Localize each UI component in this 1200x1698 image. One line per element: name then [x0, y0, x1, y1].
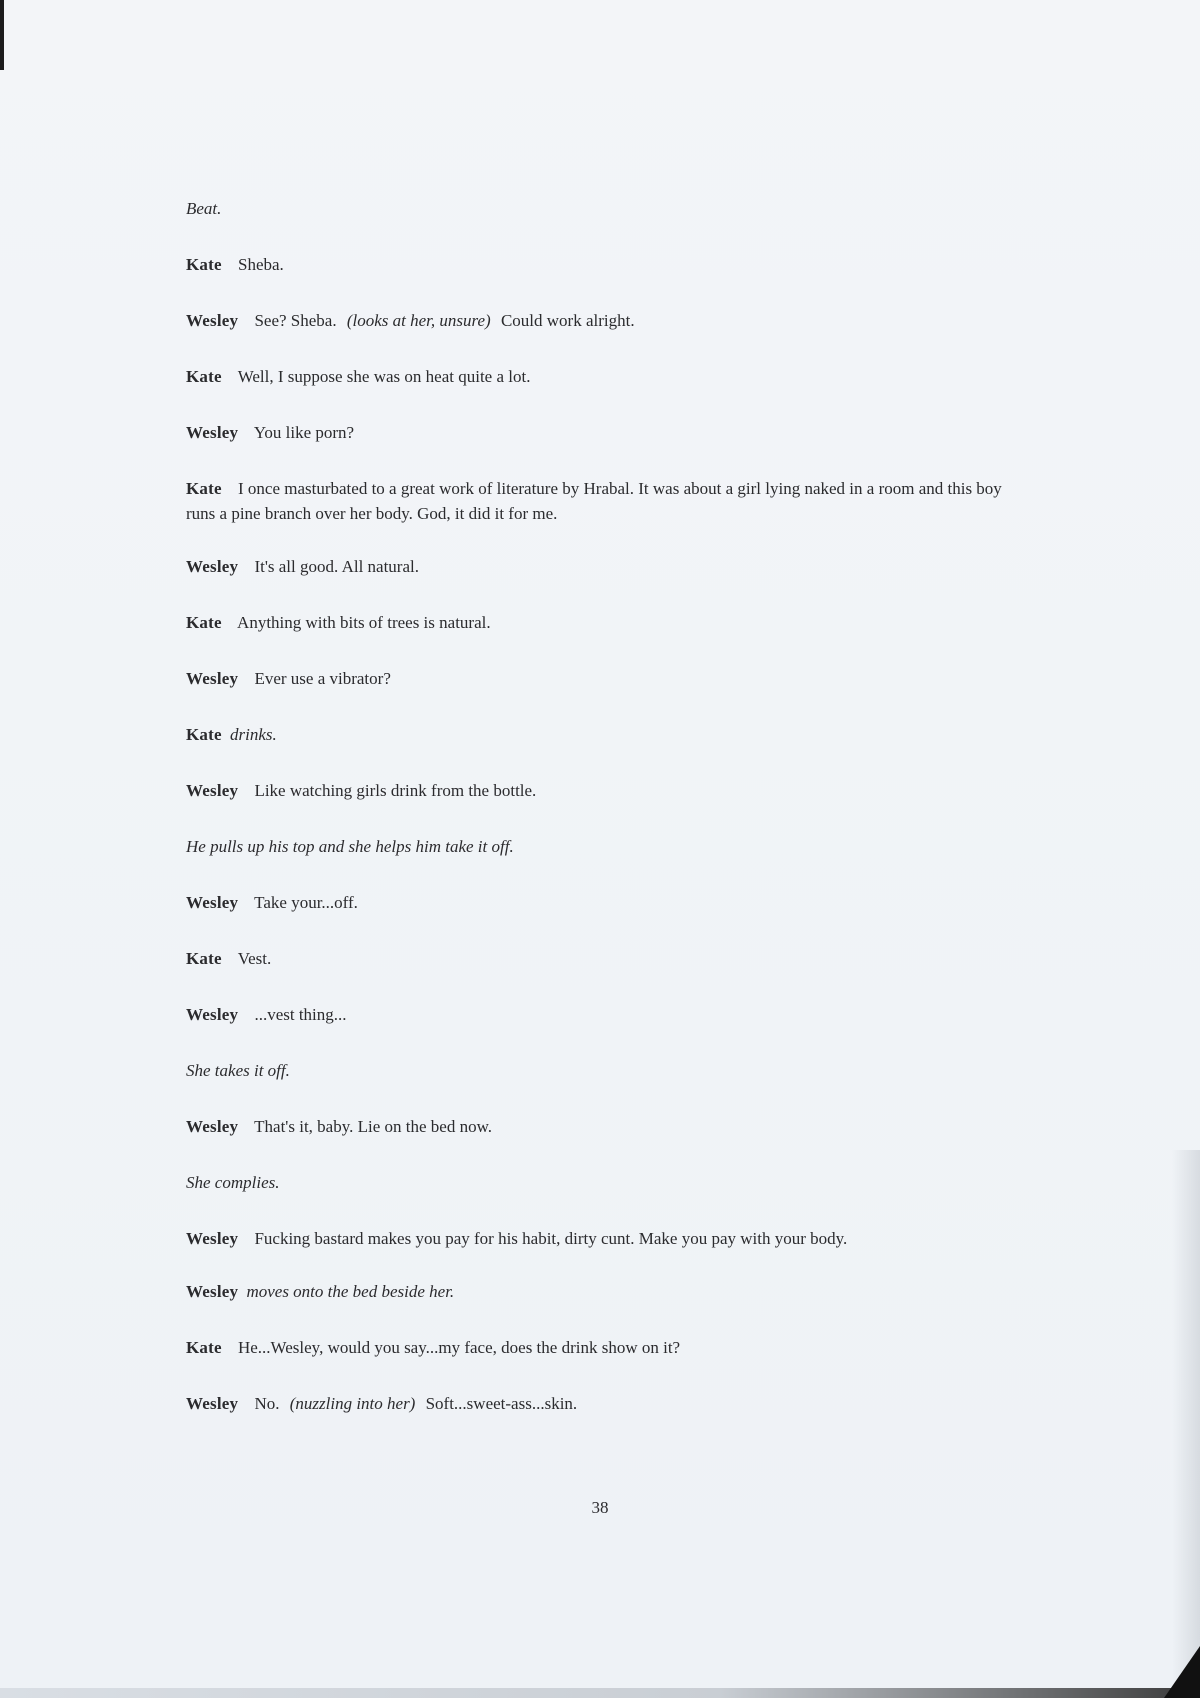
speaker-name: Kate: [186, 613, 222, 632]
dialogue-text: Well, I suppose she was on heat quite a lot.: [237, 367, 531, 386]
dialogue-text: Sheba.: [237, 255, 284, 274]
dialogue-text: Take your...off.: [254, 893, 358, 912]
dialogue-text: You like porn?: [253, 423, 355, 442]
stage-direction: He pulls up his top and she helps him take it off.: [186, 837, 514, 856]
dialogue-text: Anything with bits of trees is natural.: [237, 613, 491, 632]
dialogue-text: See? Sheba.: [254, 311, 337, 330]
speaker-name: Wesley: [186, 423, 239, 442]
dialogue-text: No.: [254, 1394, 280, 1413]
stage-direction: She complies.: [186, 1173, 280, 1192]
dialogue-text: Fucking bastard makes you pay for his habit, dirty cunt. Make you pay with your body.: [254, 1229, 848, 1248]
speaker-name: Kate: [186, 479, 222, 498]
speaker-name: Wesley: [186, 1282, 239, 1301]
dialogue-line: [186, 1002, 1016, 1027]
dialogue-line: [186, 252, 1016, 277]
dialogue-line: [186, 610, 1016, 635]
scan-corner: [1164, 1646, 1200, 1698]
speaker-name: Kate: [186, 255, 222, 274]
stage-direction: Beat.: [186, 199, 222, 218]
action-text: moves onto the bed beside her.: [246, 1282, 455, 1301]
action-line: [186, 1279, 1016, 1304]
speaker-name: Kate: [186, 949, 222, 968]
dialogue-line: [186, 554, 1016, 579]
dialogue-text: Ever use a vibrator?: [254, 669, 391, 688]
stage-direction: She takes it off.: [186, 1061, 290, 1080]
speaker-name: Wesley: [186, 1005, 239, 1024]
speaker-name: Wesley: [186, 893, 239, 912]
dialogue-line: [186, 666, 1016, 691]
scan-edge: [0, 1688, 1200, 1698]
dialogue-text: Vest.: [237, 949, 272, 968]
speaker-name: Kate: [186, 1338, 222, 1357]
speaker-name: Wesley: [186, 781, 239, 800]
dialogue-text: Soft...sweet-ass...skin.: [425, 1394, 578, 1413]
dialogue-line: [186, 364, 1016, 389]
dialogue-line: [186, 420, 1016, 445]
parenthetical-direction: (looks at her, unsure): [346, 311, 491, 330]
dialogue-line: [186, 890, 1016, 915]
dialogue-line: [186, 476, 1016, 526]
action-line: [186, 722, 1016, 747]
dialogue-text: ...vest thing...: [254, 1005, 347, 1024]
dialogue-line: [186, 1391, 1016, 1416]
dialogue-text: I once masturbated to a great work of literature by Hrabal. It was about a girl lying naked in a room and this boy runs a pine branch over her body. God, it did it for me.: [186, 479, 1002, 523]
dialogue-text: It's all good. All natural.: [254, 557, 419, 576]
dialogue-line: [186, 1335, 1016, 1360]
speaker-name: Wesley: [186, 669, 239, 688]
dialogue-line: [186, 1226, 1016, 1251]
speaker-name: Wesley: [186, 311, 239, 330]
dialogue-text: Like watching girls drink from the bottle.: [254, 781, 537, 800]
speaker-name: Wesley: [186, 1229, 239, 1248]
speaker-name: Wesley: [186, 557, 239, 576]
speaker-name: Wesley: [186, 1117, 239, 1136]
dialogue-line: [186, 1114, 1016, 1139]
speaker-name: Kate: [186, 725, 222, 744]
dialogue-line: [186, 308, 1016, 333]
parenthetical-direction: (nuzzling into her): [289, 1394, 416, 1413]
action-text: drinks.: [229, 725, 277, 744]
speaker-name: Wesley: [186, 1394, 239, 1413]
dialogue-text: He...Wesley, would you say...my face, does the drink show on it?: [237, 1338, 681, 1357]
scan-edge: [0, 0, 4, 70]
dialogue-text: Could work alright.: [500, 311, 635, 330]
page-number: 38: [591, 1498, 609, 1517]
dialogue-text: That's it, baby. Lie on the bed now.: [254, 1117, 493, 1136]
script-body: [186, 196, 1016, 1447]
speaker-name: Kate: [186, 367, 222, 386]
dialogue-line: [186, 946, 1016, 971]
dialogue-line: [186, 778, 1016, 803]
scan-shadow: [1172, 1150, 1200, 1698]
